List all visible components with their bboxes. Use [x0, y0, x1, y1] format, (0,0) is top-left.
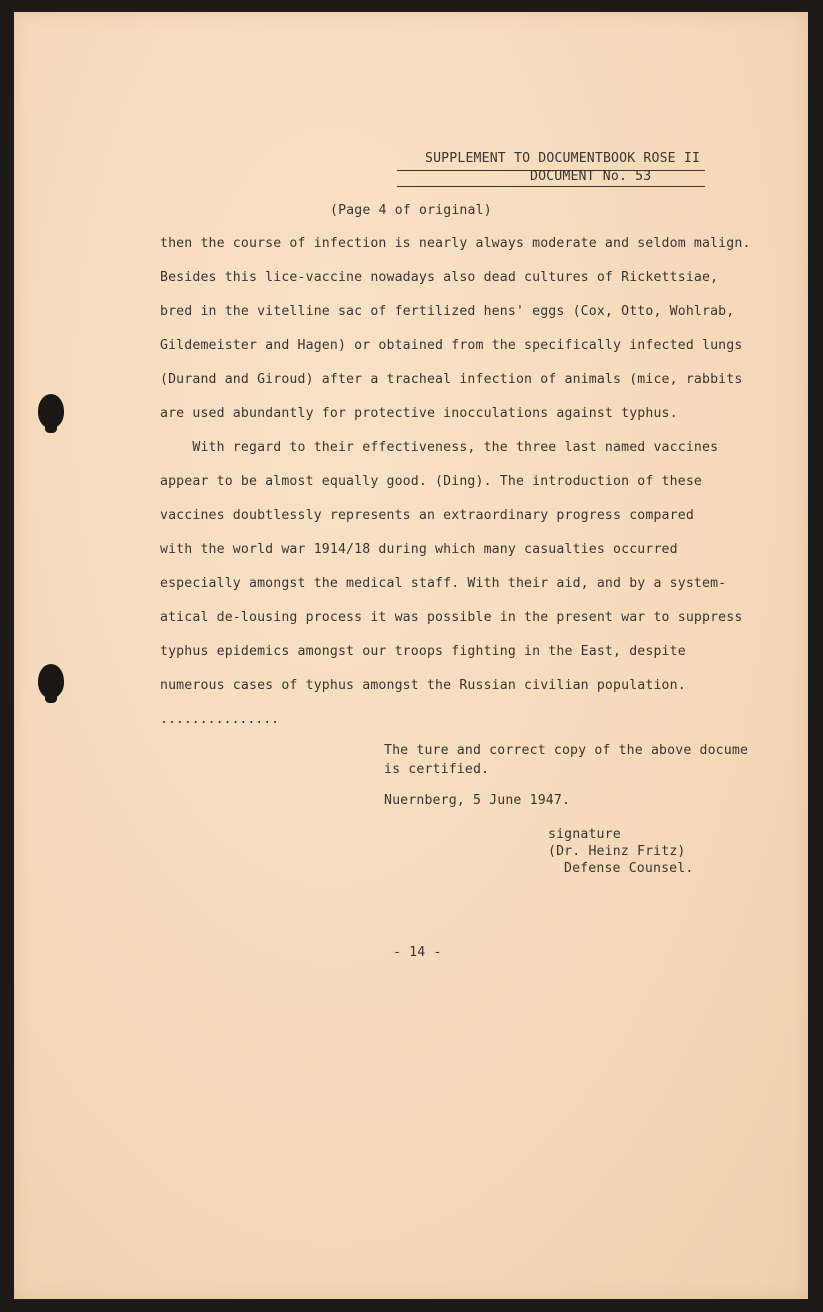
body-line: appear to be almost equally good. (Ding). The introduction of these — [160, 474, 702, 489]
body-line: typhus epidemics amongst our troops fighting in the East, despite — [160, 644, 686, 659]
body-line: especially amongst the medical staff. With their aid, and by a system- — [160, 576, 727, 591]
page-number: - 14 - — [393, 945, 442, 960]
body-line: numerous cases of typhus amongst the Russian civilian population. — [160, 678, 686, 693]
body-line: (Durand and Giroud) after a tracheal infection of animals (mice, rabbits — [160, 372, 743, 387]
body-line: With regard to their effectiveness, the three last named vaccines — [160, 440, 719, 455]
certification-line-1: The ture and correct copy of the above docume — [384, 743, 749, 758]
place-date: Nuernberg, 5 June 1947. — [384, 793, 571, 808]
separator-dots: ............... — [160, 712, 280, 727]
body-line: Besides this lice-vaccine nowadays also dead cultures of Rickettsiae, — [160, 270, 719, 285]
punch-hole-bottom — [38, 664, 64, 698]
body-line: vaccines doubtlessly represents an extraordinary progress compared — [160, 508, 694, 523]
signatory-role: Defense Counsel. — [564, 861, 694, 876]
signature-label: signature — [548, 827, 621, 842]
header-document-number: DOCUMENT No. 53 — [530, 169, 652, 184]
body-line: bred in the vitelline sac of fertilized hens' eggs (Cox, Otto, Wohlrab, — [160, 304, 735, 319]
page-reference: (Page 4 of original) — [330, 203, 492, 218]
header-underline-2 — [397, 186, 705, 187]
body-line: Gildemeister and Hagen) or obtained from the specifically infected lungs — [160, 338, 743, 353]
body-line: then the course of infection is nearly always moderate and seldom malign. — [160, 236, 751, 251]
punch-hole-top — [38, 394, 64, 428]
body-line: with the world war 1914/18 during which many casualties occurred — [160, 542, 678, 557]
header-supplement: SUPPLEMENT TO DOCUMENTBOOK ROSE II — [425, 151, 701, 166]
document-page — [14, 12, 808, 1299]
body-line: atical de-lousing process it was possible in the present war to suppress — [160, 610, 743, 625]
signatory-name: (Dr. Heinz Fritz) — [548, 844, 686, 859]
body-line: are used abundantly for protective inocculations against typhus. — [160, 406, 678, 421]
certification-line-2: is certified. — [384, 762, 490, 777]
